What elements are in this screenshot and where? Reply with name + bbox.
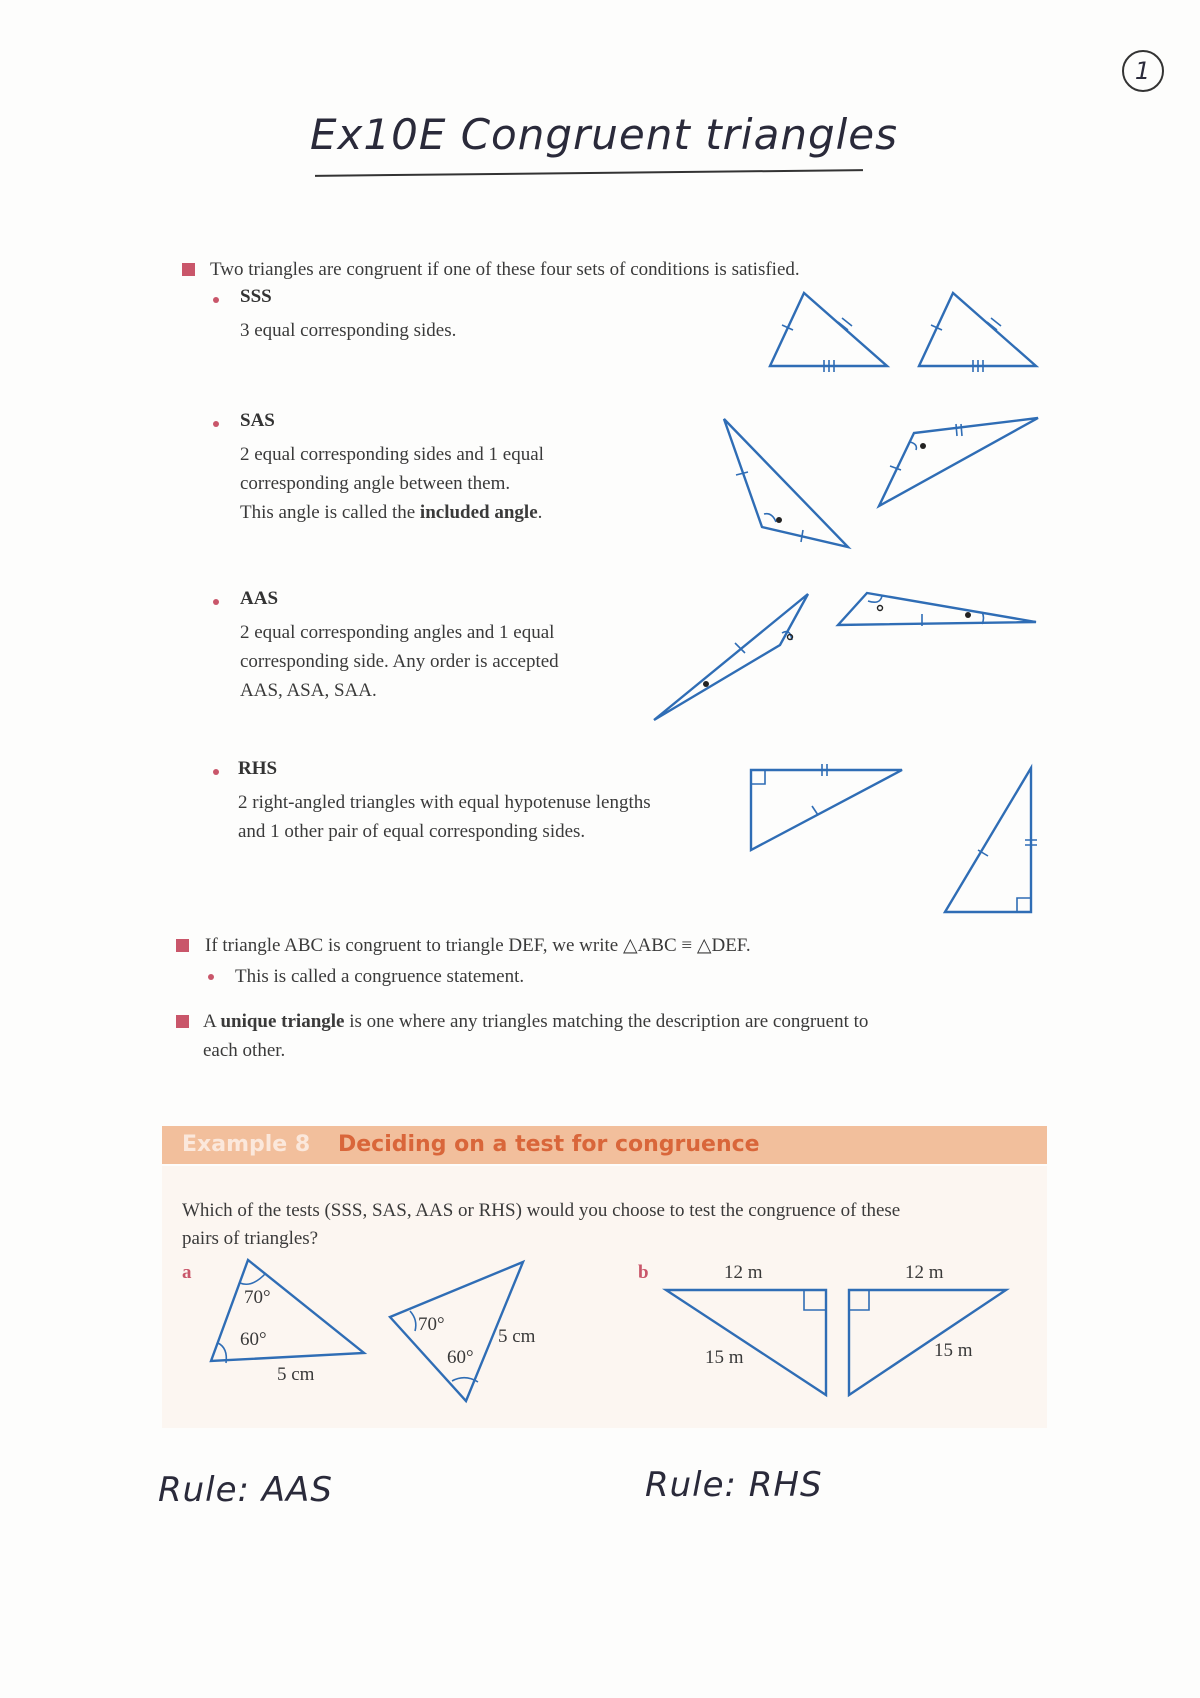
example-question-line2: pairs of triangles? <box>182 1228 319 1249</box>
page-number: 1 <box>1122 50 1164 92</box>
b2-top: 12 m <box>905 1262 944 1283</box>
included-angle-term: included angle <box>419 502 538 523</box>
congruence-text: If triangle ABC is congruent to triangle DEF, we write △ABC ≡ △DEF. <box>205 935 751 956</box>
test-aas-line2: corresponding side. Any order is accepted <box>240 651 559 672</box>
sas-triangle-1 <box>724 419 848 547</box>
test-sas-line3-text: This angle is called the <box>240 502 420 523</box>
b1-hyp: 15 m <box>705 1347 744 1368</box>
example-title: Deciding on a test for congruence <box>338 1132 760 1157</box>
example-b-triangle-2 <box>849 1290 1006 1395</box>
a2-side: 5 cm <box>498 1326 536 1347</box>
b1-top: 12 m <box>724 1262 763 1283</box>
test-sas-line2: corresponding angle between them. <box>240 473 511 494</box>
sas-triangle-2 <box>879 418 1038 506</box>
test-aas-name: AAS <box>240 588 279 609</box>
a2-angle-bottom: 60° <box>447 1347 474 1368</box>
unique-prefix: A <box>203 1011 221 1032</box>
unique-rest: is one where any triangles matching the description are congruent to <box>344 1011 869 1032</box>
test-sas-line1: 2 equal corresponding sides and 1 equal <box>240 444 544 465</box>
part-b-label: b <box>638 1262 649 1283</box>
unique-term: unique triangle <box>220 1011 345 1032</box>
example-label: Example 8 <box>182 1132 311 1157</box>
example-question-line1: Which of the tests (SSS, SAS, AAS or RHS) would you choose to test the congruence of these <box>182 1200 901 1221</box>
a1-angle-top: 70° <box>244 1287 271 1308</box>
congruence-sub: This is called a congruence statement. <box>235 966 525 987</box>
part-a-label: a <box>182 1262 192 1283</box>
aas-triangle-2 <box>838 593 1036 626</box>
test-aas-line1: 2 equal corresponding angles and 1 equal <box>240 622 555 643</box>
test-sas-name: SAS <box>240 410 275 431</box>
rhs-triangle-2 <box>945 768 1037 912</box>
test-sas-line3-end: . <box>537 502 543 523</box>
sss-triangle-1 <box>770 293 887 372</box>
intro-text: Two triangles are congruent if one of these four sets of conditions is satisfied. <box>210 259 800 280</box>
sss-triangle-2 <box>919 293 1036 372</box>
rhs-triangle-1 <box>751 764 902 850</box>
unique-line2: each other. <box>203 1040 286 1061</box>
aas-triangle-1 <box>654 594 808 720</box>
answer-a: Rule: AAS <box>158 1470 333 1510</box>
test-aas-line3: AAS, ASA, SAA. <box>240 680 377 701</box>
b2-hyp: 15 m <box>934 1340 973 1361</box>
test-sss-desc: 3 equal corresponding sides. <box>240 320 457 341</box>
answer-b: Rule: RHS <box>645 1465 823 1505</box>
test-sss-name: SSS <box>240 286 272 307</box>
test-rhs-name: RHS <box>238 758 278 779</box>
page-title: Ex10E Congruent triangles <box>310 110 899 159</box>
a1-angle-left: 60° <box>240 1329 267 1350</box>
test-rhs-line2: and 1 other pair of equal corresponding sides. <box>238 821 586 842</box>
example-b-triangle-1 <box>666 1290 826 1395</box>
a2-angle-top: 70° <box>418 1314 445 1335</box>
a1-side: 5 cm <box>277 1364 315 1385</box>
example-a-triangle-1 <box>211 1260 364 1363</box>
test-rhs-line1: 2 right-angled triangles with equal hypotenuse lengths <box>238 792 651 813</box>
